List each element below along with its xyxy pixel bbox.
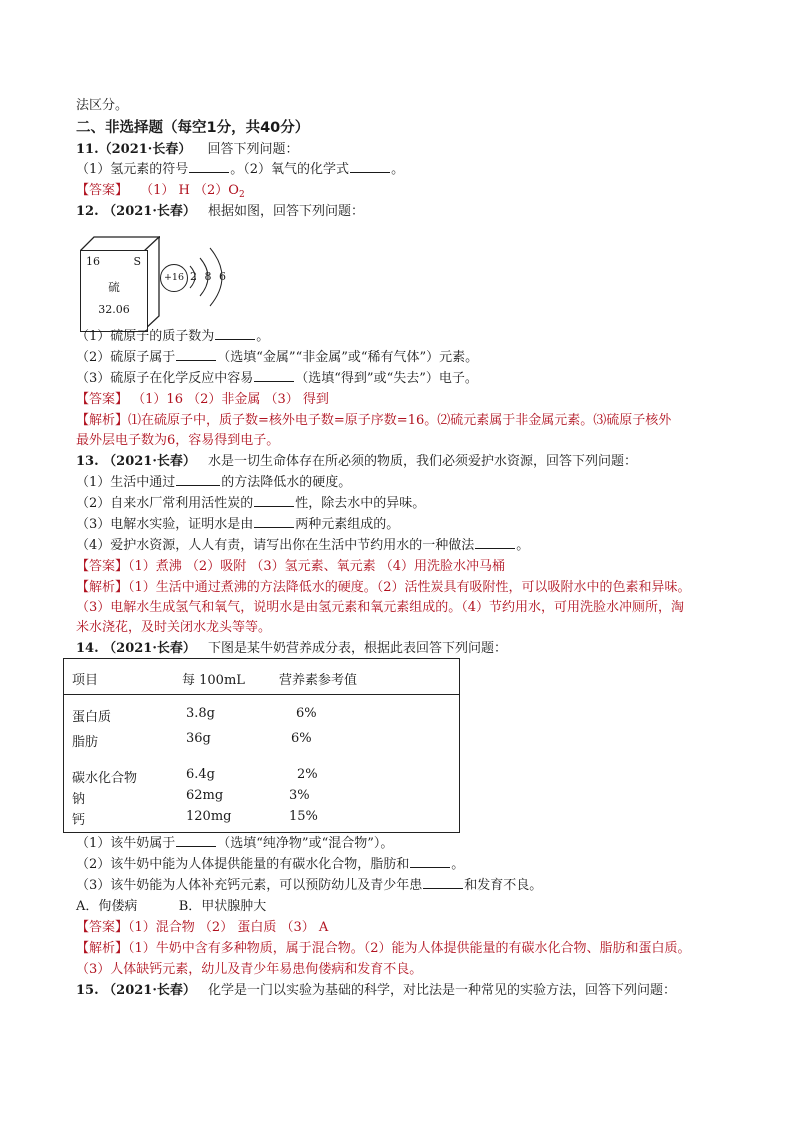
atomic-number: 16 [86,255,100,268]
part-text: 和发育不良。 [464,878,543,893]
answer-text: （1）煮沸 （2）吸附 （3）氢元素、氧元素 （4）用洗脸水冲马桶 [128,559,505,574]
answer-text: （1）16 （2）非金属 （3） 得到 [132,392,329,407]
answer-blank [254,369,294,382]
part-text: （3）该牛奶能为人体补充钙元素，可以预防幼儿及青少年患 [76,878,423,893]
part-text: （选填“金属”“非金属”或“稀有气体”）元素。 [217,350,479,365]
question-14 [76,639,507,659]
table-header: 营养素参考值 [279,673,358,688]
table-cell: 3.8g [186,706,215,721]
part-text: （2）硫原子属于 [76,350,176,365]
part-text: （2）自来水厂常利用活性炭的 [76,496,254,511]
part-text: 。 [451,857,465,872]
question-12 [76,202,364,222]
part-text: （3）电解水实验，证明水是由 [76,517,254,532]
answer-blank [176,473,220,486]
analysis-label: 【解析】 [76,941,129,956]
table-cell: 钙 [72,813,86,828]
analysis-text: 米水浇花，及时关闭水龙头等等。 [76,620,272,635]
question-12-part-2 [76,348,478,368]
analysis-text: （1）生活中通过煮沸的方法降低水的硬度。（2）活性炭具有吸附性，可以吸附水中的色素和异味。 [128,580,691,595]
part-text: （1）硫原子的质子数为 [76,329,215,344]
table-header: 每 100mL [182,673,245,688]
element-symbol: S [133,255,141,268]
table-cell: 蛋白质 [72,710,112,725]
part-text: 两种元素组成的。 [295,517,400,532]
table-cell: 3% [289,788,310,803]
table-cell: 碳水化合物 [72,771,138,786]
question-number: 15. （2021·长春） [76,983,196,998]
table-header: 项目 [72,673,99,688]
question-11-part [76,160,404,180]
answer-blank [215,327,255,340]
table-cell: 62mg [186,788,224,803]
question-12-part-3 [76,369,478,389]
element-card [80,250,148,332]
analysis-text: 最外层电子数为6，容易得到电子。 [76,433,280,448]
table-cell: 6% [291,731,312,746]
answer-blank [254,494,294,507]
answer-label: 【答案】 [76,183,129,198]
part-text: 的方法降低水的硬度。 [221,475,352,490]
question-number: 14. （2021·长春） [76,641,196,656]
question-13-part-4 [76,536,529,556]
nucleus: +16 [160,264,188,292]
part-text: 。（2）氧气的化学式 [230,162,350,177]
answer-line [76,557,505,577]
answer-label: 【答案】 [76,920,129,935]
table-cell: 120mg [186,809,232,824]
analysis-label: 【解析】 [76,413,129,428]
analysis-line [76,411,671,431]
section-heading: 二、非选择题（每空1分，共40分） [76,120,310,136]
table-cell: 2% [297,767,318,782]
atom-structure-diagram [160,228,290,340]
electron-shells: 2 8 6 [190,270,228,283]
table-cell: 脂肪 [72,735,99,750]
question-number: 11.（2021·长春） [76,142,192,157]
question-13-part-1 [76,473,351,493]
answer-blank [423,876,463,889]
table-cell: 6% [296,706,317,721]
question-text: 下图是某牛奶营养成分表，根据此表回答下列问题： [208,641,508,656]
answer-blank [475,536,515,549]
analysis-text: （1）牛奶中含有多种物质，属于混合物。（2）能为人体提供能量的有碳水化合物、脂肪和蛋白质。 [128,941,691,956]
question-13-part-2 [76,494,425,514]
electron-shell-arcs [160,228,290,328]
analysis-text: ⑴在硫原子中，质子数=核外电子数=原子序数=16。⑵硫元素属于非金属元素。⑶硫原子核外 [128,413,672,428]
part-text: （1）该牛奶属于 [76,836,176,851]
answer-blank [254,515,294,528]
answer-label: 【答案】 [76,392,129,407]
subscript: 2 [238,190,245,200]
question-13 [76,452,637,472]
question-text: 根据如图，回答下列问题： [208,204,365,219]
part-text: 性，除去水中的异味。 [295,496,426,511]
part-text: （选填“得到”或“失去”）电子。 [295,371,478,386]
answer-blank [350,160,390,173]
question-text: 化学是一门以实验为基础的科学，对比法是一种常见的实验方法，回答下列问题： [208,983,677,998]
table-cell: 钠 [72,792,86,807]
part-text: （1）氢元素的符号 [76,162,189,177]
part-text: （4）爱护水资源，人人有责，请写出你在生活中节约用水的一种做法 [76,538,475,553]
analysis-line [76,939,691,959]
question-11 [76,140,298,160]
question-14-part-2 [76,855,464,875]
analysis-line [76,578,691,598]
part-text: （1）生活中通过 [76,475,176,490]
question-12-part-1 [76,327,269,347]
part-text: （3）硫原子在化学反应中容易 [76,371,254,386]
analysis-text: （3）人体缺钙元素，幼儿及青少年易患佝偻病和发育不良。 [76,962,423,977]
answer-line [76,918,328,938]
question-number: 13. （2021·长春） [76,454,196,469]
part-text: 。 [516,538,530,553]
answer-blank [410,855,450,868]
nutrition-table [63,658,460,833]
table-cell: 36g [186,731,211,746]
answer-line [76,390,329,410]
table-cell: 15% [289,809,318,824]
text-line: 法区分。 [76,98,129,113]
answer-label: 【答案】 [76,559,129,574]
header-divider [64,694,459,695]
part-text: （选填“纯净物”或“混合物”）。 [217,836,394,851]
answer-blank [189,160,229,173]
question-text: 回答下列问题： [207,142,299,157]
atomic-mass: 32.06 [98,303,130,316]
question-14-part-3 [76,876,542,896]
element-name: 硫 [108,280,120,294]
part-text: 。 [391,162,405,177]
question-text: 水是一切生命体存在所必须的物质，我们必须爱护水资源，回答下列问题： [208,454,638,469]
part-text: （2）该牛奶中能为人体提供能量的有碳水化合物，脂肪和 [76,857,410,872]
table-cell: 6.4g [186,767,215,782]
question-13-part-3 [76,515,399,535]
question-14-part-1 [76,834,393,854]
answer-text: （1） H （2）O [140,183,239,198]
analysis-label: 【解析】 [76,580,129,595]
part-text: 。 [256,329,270,344]
analysis-text: （3）电解水生成氢气和氧气，说明水是由氢元素和氧元素组成的。（4）节约用水，可用洗脸水冲厕所，淘 [76,600,685,615]
answer-options: A．佝偻病 B．甲状腺肿大 [76,899,267,914]
answer-text: （1）混合物 （2） 蛋白质 （3） A [128,920,329,935]
answer-blank [176,834,216,847]
answer-blank [176,348,216,361]
question-15 [76,981,676,1001]
sulfur-element-figure [72,228,228,340]
question-number: 12. （2021·长春） [76,204,196,219]
